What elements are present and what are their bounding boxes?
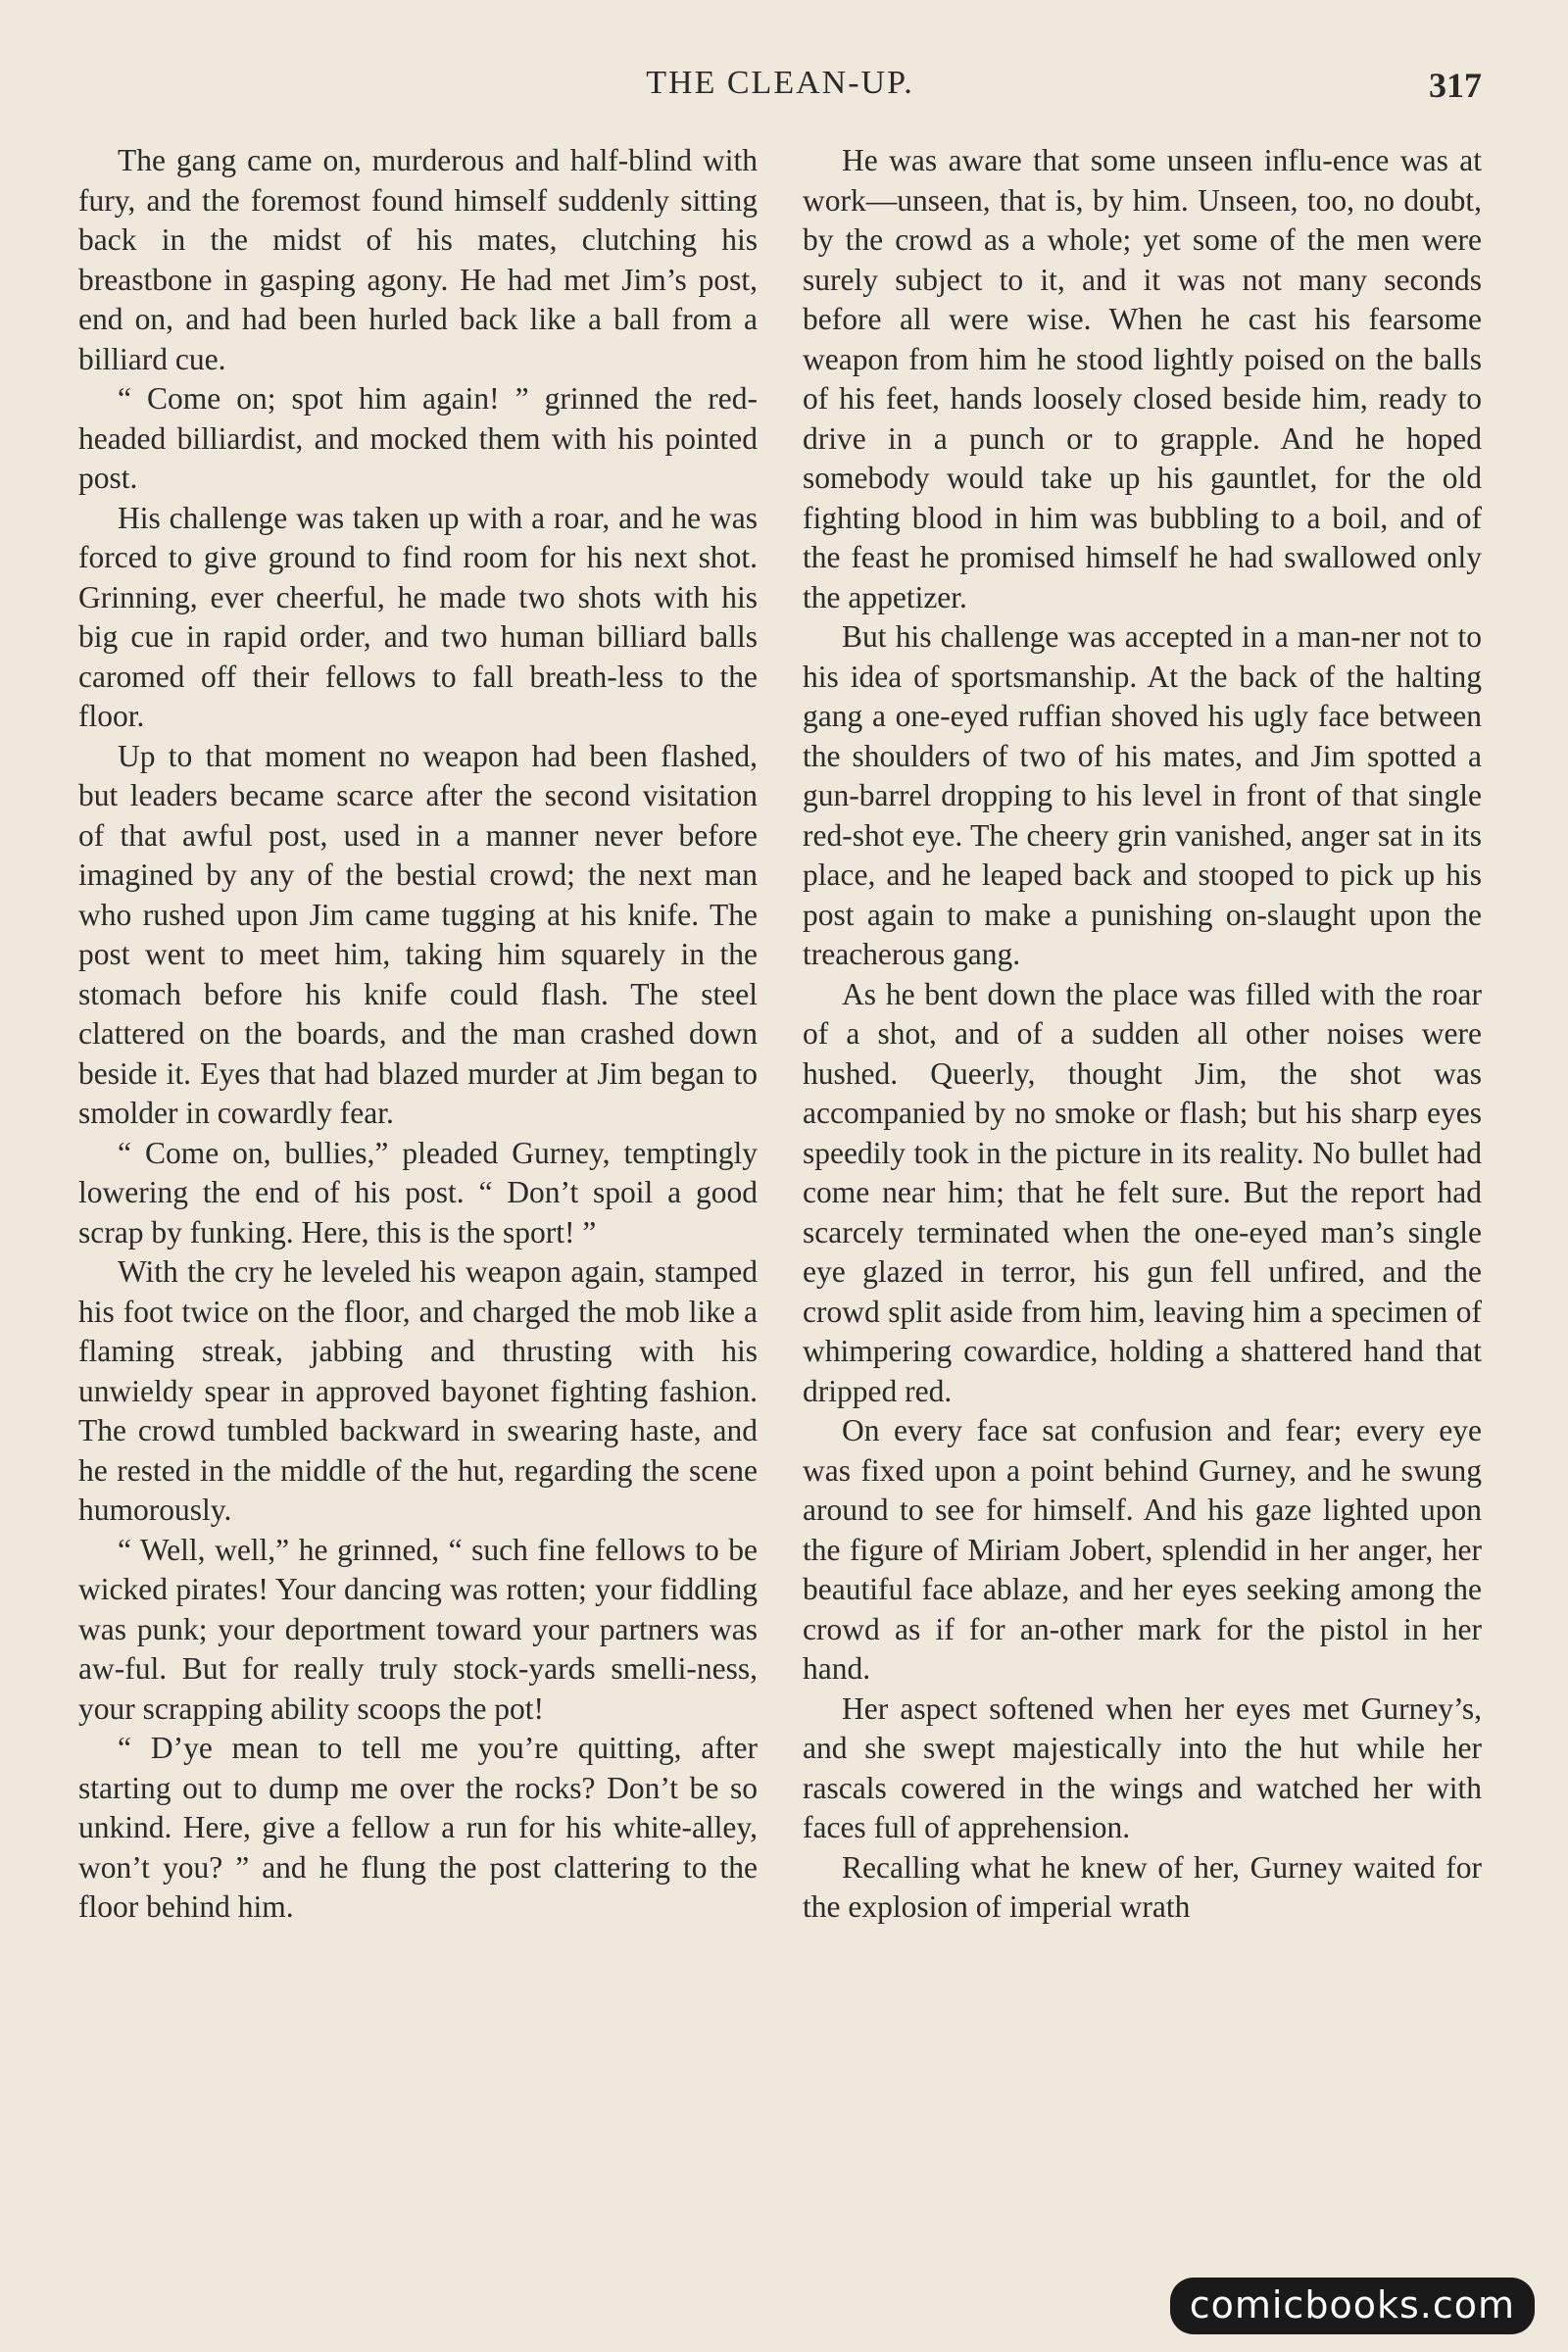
paragraph: He was aware that some unseen influ-ence was at work—unseen, that is, by him. Unseen, too, no doubt, by the crowd as a whole; yet some of the men were surely subject to it, and it was not many seconds before all were wise. When he cast his fearsome weapon from him he stood lightly poised on the balls of his feet, hands loosely closed beside him, ready to drive in a punch or to grapple. And he hoped somebody would take up his gauntlet, for the old fighting blood in him was bubbling to a boil, and of the feast he promised himself he had swallowed only the appetizer. — [803, 143, 1482, 614]
paragraph: But his challenge was accepted in a man-ner not to his idea of sportsmanship. At the back of the halting gang a one-eyed ruffian shoved his ugly face between the shoulders of two of his mates, and Jim spotted a gun-barrel dropping to his level in front of that single red-shot eye. The cheery grin vanished, anger sat in its place, and he leaped back and stooped to pick up his post again to make a punishing on-slaught upon the treacherous gang. — [803, 619, 1482, 971]
paragraph: “ Come on; spot him again! ” grinned the red-headed billiardist, and mocked them with his pointed post. — [78, 381, 758, 495]
paragraph: On every face sat confusion and fear; every eye was fixed upon a point behind Gurney, and he swung around to see for himself. And his gaze lighted upon the figure of Miriam Jobert, splendid in her anger, her beautiful face ablaze, and her eyes seeking among the crowd as if for an-other mark for the pistol in her hand. — [803, 1413, 1482, 1686]
running-title: THE CLEAN-UP. — [646, 65, 914, 101]
paragraph: His challenge was taken up with a roar, and he was forced to give ground to find room for his next shot. Grinning, ever cheerful, he made two shots with his big cue in rapid order, and two human billiard balls caromed off their fellows to fall breath-less to the floor. — [78, 500, 758, 733]
left-column — [78, 141, 758, 1928]
paragraph: “ Come on, bullies,” pleaded Gurney, temptingly lowering the end of his post. “ Don’t spoil a good scrap by funking. Here, this is the sport! ” — [78, 1135, 758, 1250]
page-header — [78, 65, 1482, 114]
paragraph: As he bent down the place was filled with the roar of a shot, and of a sudden all other noises were hushed. Queerly, thought Jim, the shot was accompanied by no smoke or flash; but his sharp eyes speedily took in the picture in its reality. No bullet had come near him; that he felt sure. But the report had scarcely terminated when the one-eyed man’s single eye glazed in terror, his gun fell unfired, and the crowd split aside from him, leaving him a specimen of whimpering cowardice, holding a shattered hand that dripped red. — [803, 976, 1482, 1408]
paragraph: With the cry he leveled his weapon again, stamped his foot twice on the floor, and charged the mob like a flaming streak, jabbing and thrusting with his unwieldy spear in approved bayonet fighting fashion. The crowd tumbled backward in swearing haste, and he rested in the middle of the hut, regarding the scene humorously. — [78, 1254, 758, 1527]
site-watermark: comicbooks.com — [1170, 2278, 1535, 2334]
paragraph: The gang came on, murderous and half-blind with fury, and the foremost found himself suddenly sitting back in the midst of his mates, clutching his breastbone in gasping agony. He had met Jim’s post, end on, and had been hurled back like a ball from a billiard cue. — [78, 143, 758, 376]
paragraph: “ D’ye mean to tell me you’re quitting, after starting out to dump me over the rocks? Don’t be so unkind. Here, give a fellow a run for his white-alley, won’t you? ” and he flung the post clattering to the floor behind him. — [78, 1731, 758, 1924]
right-column — [803, 141, 1482, 1928]
paragraph: “ Well, well,” he grinned, “ such fine fellows to be wicked pirates! Your dancing was rotten; your fiddling was punk; your deportment toward your partners was aw-ful. But for really truly stock-yards smelli-ness, your scrapping ability scoops the pot! — [78, 1532, 758, 1726]
paragraph: Up to that moment no weapon had been flashed, but leaders became scarce after the second visitation of that awful post, used in a manner never before imagined by any of the bestial crowd; the next man who rushed upon Jim came tugging at his knife. The post went to meet him, taking him squarely in the stomach before his knife could flash. The steel clattered on the boards, and the man crashed down beside it. Eyes that had blazed murder at Jim began to smolder in cowardly fear. — [78, 738, 758, 1130]
paragraph: Her aspect softened when her eyes met Gurney’s, and she swept majestically into the hut while her rascals cowered in the wings and watched her with faces full of apprehension. — [803, 1690, 1482, 1844]
page-number: 317 — [1429, 66, 1482, 105]
paragraph: Recalling what he knew of her, Gurney waited for the explosion of imperial wrath — [803, 1849, 1482, 1924]
